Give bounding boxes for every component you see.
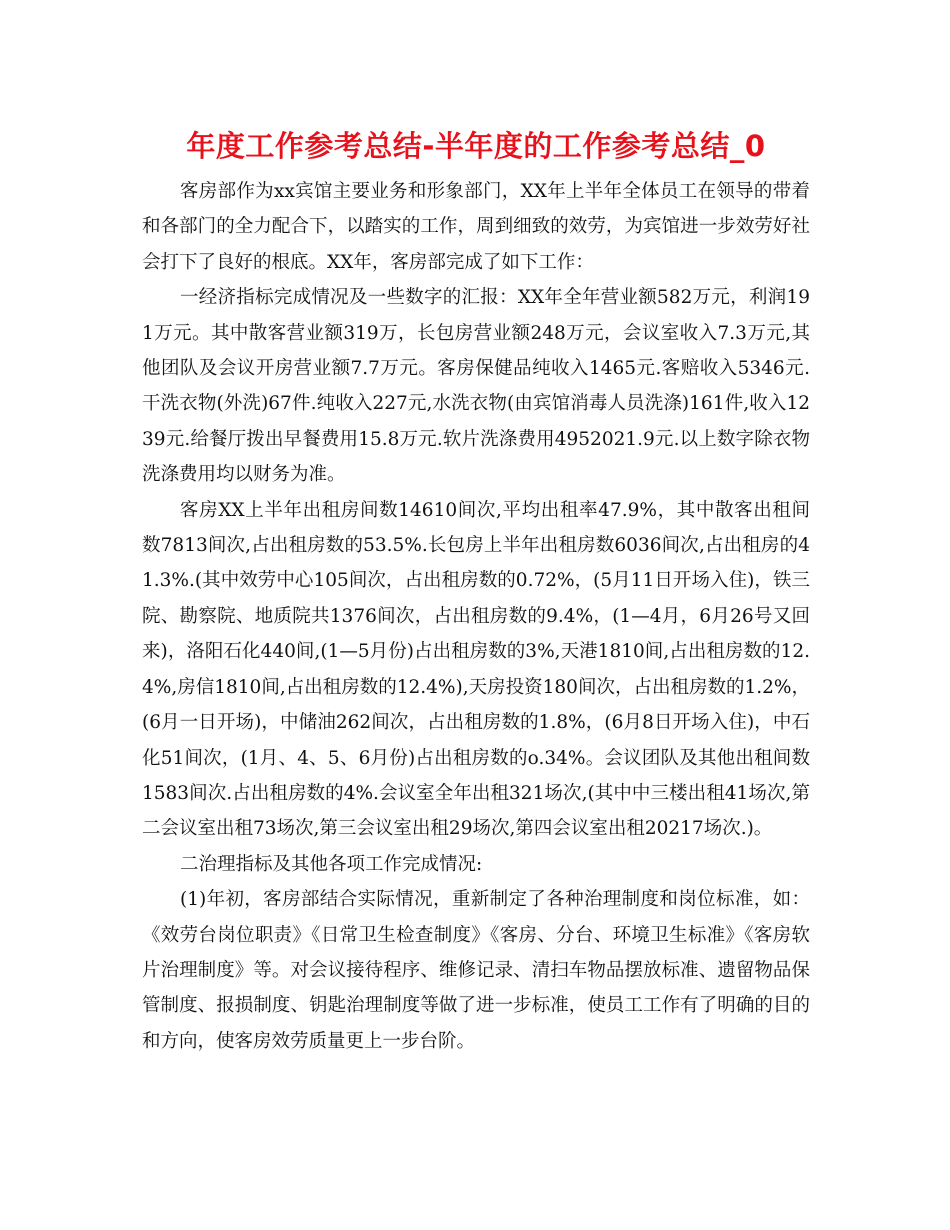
paragraph-section-heading: 二治理指标及其他各项工作完成情况: [180, 853, 483, 875]
document-title: 年度工作参考总结-半年度的工作参考总结_0 [186, 129, 766, 163]
paragraph-room-rentals: 客房XX上半年出租房间数14610间次,平均出租率47.9%，其中散客出租间数7813间次,占出租房数的53.5%.长包房上半年出租房数6036间次,占出租房的41.3%.(其中效劳中心105间次，占出租房数的0.72%，(5月11日开场入住)，铁三院、勘察院、地质院共1376间次，占出租房数的9.4%，(1—4月，6月26号又回来)，洛阳石化440间,(1—5月份)占出租房数的3%,天港1810间,占出租房数的12.4%,房信1810间,占出租房数的12.4%),天房投资180间次，占出租房数的1.2%，(6月一日开场)，中储油262间次，占出租房数的1.8%，(6月8日开场入住)，中石化51间次，(1月、4、5、6月份)占出租房数的o.34%。会议团队及其他出租间数1583间次.占出租房数的4%.会议室全年出租321场次,(其中中三楼出租41场次,第二会议室出租73场次,第三会议室出租29场次,第四会议室出租20217场次.)。 [142, 499, 810, 840]
paragraph-economic-indicators: 一经济指标完成情况及一些数字的汇报：XX年全年营业额582万元，利润191万元。其中散客营业额319万，长包房营业额248万元，会议室收入7.3万元,其他团队及会议开房营业额7.7万元。客房保健品纯收入1465元.客赔收入5346元.干洗衣物(外洗)67件.纯收入227元,水洗衣物(由宾馆消毒人员洗涤)161件,收入1239元.给餐厅拨出早餐费用15.8万元.软片洗涤费用4952021.9元.以上数字除衣物洗涤费用均以财务为准。 [142, 287, 810, 486]
paragraph-intro: 客房部作为xx宾馆主要业务和形象部门，XX年上半年全体员工在领导的带着和各部门的全力配合下，以踏实的工作，周到细致的效劳，为宾馆进一步效劳好社会打下了良好的根底。XX年，客房部完成了如下工作： [142, 181, 810, 273]
paragraph-management-systems: (1)年初，客房部结合实际情况，重新制定了各种治理制度和岗位标准，如：《效劳台岗位职责》《日常卫生检查制度》《客房、分台、环境卫生标准》《客房软片治理制度》等。对会议接待程序、维修记录、清扫车物品摆放标准、遗留物品保管制度、报损制度、钥匙治理制度等做了进一步标准，使员工工作有了明确的目的和方向，使客房效劳质量更上一步台阶。 [142, 889, 810, 1052]
document-page [142, 124, 810, 1059]
